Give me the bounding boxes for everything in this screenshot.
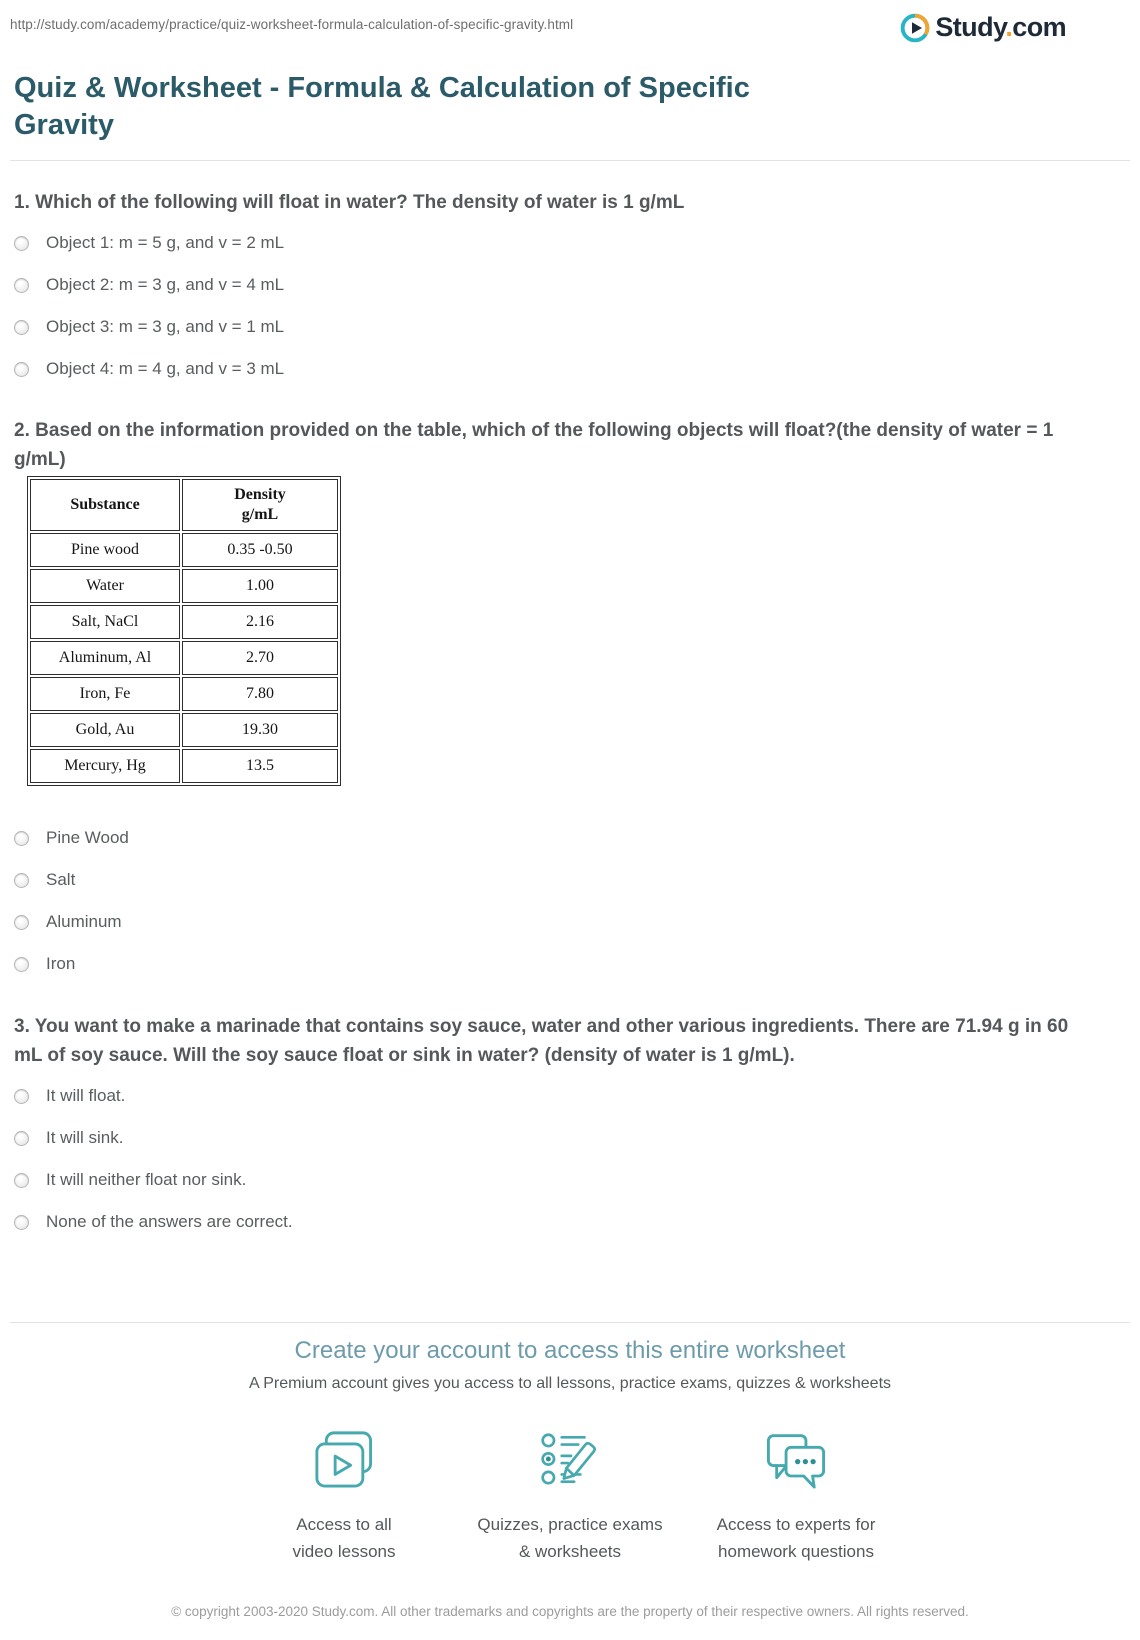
feature-list: [0, 1417, 1140, 1565]
feature-label: Access to experts for homework questions: [716, 1515, 876, 1561]
cta-subtitle: A Premium account gives you access to all lessons, practice exams, quizzes & worksheets: [248, 1375, 892, 1392]
page-title: Quiz & Worksheet - Formula & Calculation of Specific Gravity: [14, 72, 750, 141]
question-3-option-2[interactable]: [14, 1126, 1126, 1150]
page-url: http://study.com/academy/practice/quiz-worksheet-formula-calculation-of-specific-gravity.html: [10, 17, 574, 32]
cta-title: Create your account to access this entire worksheet: [294, 1337, 846, 1364]
option-label: Aluminum: [46, 912, 122, 931]
question-3-option-1[interactable]: [14, 1084, 1126, 1108]
top-bar: [0, 0, 1140, 50]
question-3-option-4[interactable]: [14, 1210, 1126, 1234]
video-lessons-icon: [310, 1429, 378, 1491]
quizzes-worksheets-icon: [537, 1427, 603, 1493]
radio-button[interactable]: [14, 1173, 29, 1188]
studycom-logo-text: [935, 12, 1066, 43]
density-cell: 2.70: [182, 641, 338, 675]
question-2-options: [14, 826, 1126, 976]
density-cell: 0.35 -0.50: [182, 533, 338, 567]
radio-button[interactable]: [14, 831, 29, 846]
question-3-option-3[interactable]: [14, 1168, 1126, 1192]
table-row: [30, 713, 338, 747]
question-3: [14, 1012, 1126, 1234]
option-label: Salt: [46, 870, 76, 889]
substance-cell: Salt, NaCl: [30, 605, 180, 639]
substance-cell: Pine wood: [30, 533, 180, 567]
table-row: [30, 533, 338, 567]
question-2: [14, 416, 1126, 976]
feature-label: Access to all video lessons: [292, 1515, 396, 1561]
substance-cell: Iron, Fe: [30, 677, 180, 711]
copyright-notice: © copyright 2003-2020 Study.com. All other trademarks and copyrights are the property of their respective owners. All rights reserved.: [171, 1604, 969, 1619]
option-label: It will float.: [46, 1086, 126, 1105]
question-2-option-3[interactable]: [14, 910, 1126, 934]
radio-button[interactable]: [14, 873, 29, 888]
table-row: [30, 677, 338, 711]
density-cell: 1.00: [182, 569, 338, 603]
option-label: Object 2: m = 3 g, and v = 4 mL: [46, 275, 285, 294]
question-1-option-4[interactable]: [14, 357, 1126, 381]
substance-header: Substance: [30, 479, 180, 531]
feature-expert-help: [688, 1417, 904, 1565]
question-2-option-2[interactable]: [14, 868, 1126, 892]
cta-section: [0, 1322, 1140, 1624]
option-label: Pine Wood: [46, 828, 129, 847]
radio-button[interactable]: [14, 362, 29, 377]
logo-com: com: [1012, 12, 1066, 42]
radio-button[interactable]: [14, 915, 29, 930]
substance-cell: Water: [30, 569, 180, 603]
table-row: [30, 749, 338, 783]
radio-button[interactable]: [14, 236, 29, 251]
question-1-option-2[interactable]: [14, 273, 1126, 297]
density-table: [27, 476, 341, 786]
feature-quizzes-worksheets: [462, 1417, 678, 1565]
question-2-option-1[interactable]: [14, 826, 1126, 850]
substance-cell: Gold, Au: [30, 713, 180, 747]
logo-dot: .: [1005, 12, 1013, 42]
density-cell: 13.5: [182, 749, 338, 783]
question-2-text: 2. Based on the information provided on the table, which of the following objects will float?(the density of water = 1 g/mL): [14, 420, 1054, 470]
density-header: [182, 479, 338, 531]
substance-cell: Aluminum, Al: [30, 641, 180, 675]
cta-divider: [10, 1322, 1130, 1323]
option-label: It will neither float nor sink.: [46, 1170, 247, 1189]
feature-video-lessons: [236, 1417, 452, 1565]
table-row: [30, 641, 338, 675]
density-cell: 19.30: [182, 713, 338, 747]
option-label: Object 4: m = 4 g, and v = 3 mL: [46, 359, 285, 378]
question-1-option-1[interactable]: [14, 231, 1126, 255]
question-3-options: [14, 1084, 1126, 1234]
radio-button[interactable]: [14, 320, 29, 335]
table-row: [30, 569, 338, 603]
radio-button[interactable]: [14, 278, 29, 293]
radio-button[interactable]: [14, 1089, 29, 1104]
option-label: Object 1: m = 5 g, and v = 2 mL: [46, 233, 285, 252]
option-label: Iron: [46, 954, 76, 973]
density-cell: 7.80: [182, 677, 338, 711]
question-2-option-4[interactable]: [14, 952, 1126, 976]
option-label: None of the answers are correct.: [46, 1212, 293, 1231]
option-label: Object 3: m = 3 g, and v = 1 mL: [46, 317, 285, 336]
radio-button[interactable]: [14, 1215, 29, 1230]
title-divider: [10, 160, 1130, 161]
substance-cell: Mercury, Hg: [30, 749, 180, 783]
density-header-line2: g/mL: [241, 506, 279, 523]
radio-button[interactable]: [14, 1131, 29, 1146]
table-header-row: [30, 479, 338, 531]
question-1-text: 1. Which of the following will float in water? The density of water is 1 g/mL: [14, 192, 685, 213]
studycom-play-icon: [900, 13, 930, 43]
studycom-logo[interactable]: [900, 12, 1066, 43]
question-3-text: 3. You want to make a marinade that contains soy sauce, water and other various ingredients. There are 71.94 g in 60 mL of soy sauce. Will the soy sauce float or sink in water? (density of water is 1 g/mL).: [14, 1016, 1069, 1066]
feature-label: Quizzes, practice exams & worksheets: [477, 1515, 663, 1561]
density-cell: 2.16: [182, 605, 338, 639]
question-1-option-3[interactable]: [14, 315, 1126, 339]
logo-study: Study: [935, 12, 1006, 42]
radio-button[interactable]: [14, 957, 29, 972]
density-header-line1: Density: [234, 486, 286, 503]
question-1: [14, 188, 1126, 381]
option-label: It will sink.: [46, 1128, 124, 1147]
chat-experts-icon: [759, 1428, 833, 1492]
question-1-options: [14, 231, 1126, 381]
table-row: [30, 605, 338, 639]
